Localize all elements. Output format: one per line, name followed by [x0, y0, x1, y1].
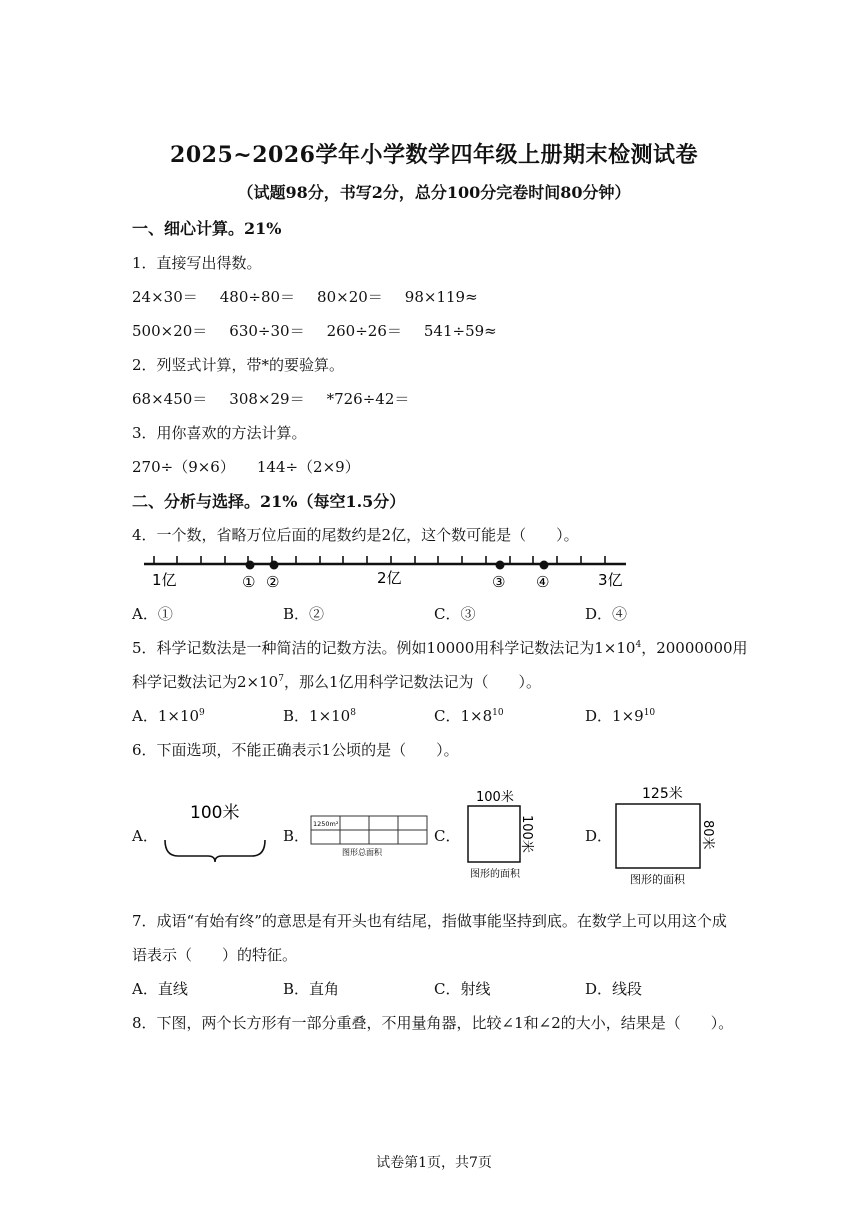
q7-option-a[interactable]: A．直线 [132, 980, 188, 998]
section-2-heading: 二、分析与选择。21%（每空1.5分） [132, 492, 406, 511]
figure-d-caption: 图形的面积 [630, 873, 685, 886]
brace-shape [165, 840, 265, 862]
label-2yi: 2亿 [377, 569, 402, 587]
q5-option-d[interactable]: D．$1\times 9^{10}$ [585, 707, 656, 725]
q4-option-c[interactable]: C．③ [434, 605, 476, 623]
figure-a-label: 100米 [190, 803, 240, 823]
question-5-line-1 [132, 637, 748, 658]
q6-figure-d [612, 782, 724, 888]
mark-3: ③ [492, 573, 506, 591]
calc-item: 80×20＝ [317, 288, 383, 306]
calc-item: 541÷59≈ [423, 322, 497, 340]
q7-option-b[interactable]: B．直角 [283, 980, 340, 998]
q4-option-d[interactable]: D．④ [585, 605, 628, 623]
q5-text: ，那么1亿用科学记数法记为（ ）。 [283, 673, 541, 691]
mark-1: ① [242, 573, 256, 591]
calc-item: 630÷30＝ [229, 322, 305, 340]
q5-text: 科学记数法记为2×10 [132, 673, 279, 691]
section-1-heading: 一、细心计算。21% [132, 219, 282, 238]
q5-text: 5．科学记数法是一种简洁的记数方法。例如10000用科学记数法记为1×10 [132, 639, 636, 657]
question-8: 8．下图，两个长方形有一部分重叠，不用量角器，比较∠1和∠2的大小，结果是（ ）。 [132, 1014, 734, 1032]
q7-option-d[interactable]: D．线段 [585, 980, 643, 998]
q5-option-a[interactable]: A．$1\times 10^9$ [132, 707, 205, 725]
question-7-line-2: 语表示（ ）的特征。 [132, 946, 298, 964]
calc-item: 480÷80＝ [219, 288, 296, 306]
question-1: 1．直接写出得数。 [132, 254, 262, 272]
figure-c-top-label: 100米 [476, 790, 514, 805]
figure-d-side-label: 80米 [700, 820, 715, 850]
q5-option-b[interactable]: B．$1\times 10^8$ [283, 707, 356, 725]
q6-figure-c [462, 786, 544, 882]
question-7-line-1: 7．成语“有始有终”的意思是有开头也有结尾，指做事能坚持到底。在数学上可以用这个成 [132, 912, 727, 930]
q6-figure-b [310, 812, 430, 858]
question-4: 4．一个数，省略万位后面的尾数约是2亿，这个数可能是（ ）。 [132, 526, 579, 544]
question-6: 6．下面选项，不能正确表示1公顷的是（ ）。 [132, 741, 459, 759]
point-3-dot [496, 561, 505, 570]
calc-item: 500×20＝ [132, 322, 208, 340]
mark-2: ② [266, 573, 280, 591]
q5-exp: 4 [635, 640, 642, 650]
label-1yi: 1亿 [152, 571, 177, 589]
figure-c-caption: 图形的面积 [470, 869, 520, 880]
point-4-dot [540, 561, 549, 570]
calc-row-4 [132, 456, 382, 477]
q6-option-a[interactable]: A． [132, 827, 158, 845]
calc-row-3 [132, 388, 431, 409]
page-footer: 试卷第1页，共7页 [376, 1155, 492, 1171]
q6-figure-a [160, 798, 270, 864]
q5-text: ，20000000用 [641, 639, 748, 657]
calc-item: 98×119≈ [404, 288, 478, 306]
q4-option-b[interactable]: B．② [283, 605, 325, 623]
figure-b-caption: 图形总面积 [342, 848, 382, 857]
q4-option-a[interactable]: A．① [132, 605, 173, 623]
mark-4: ④ [536, 573, 550, 591]
calc-row-1 [132, 286, 500, 307]
exam-title: 2025~2026学年小学数学四年级上册期末检测试卷 [170, 142, 698, 168]
figure-d-top-label: 125米 [642, 786, 683, 802]
q5-option-c[interactable]: C．$1\times 8^{10}$ [434, 707, 504, 725]
calc-item: 24×30＝ [132, 288, 198, 306]
q6-option-d[interactable]: D． [585, 827, 613, 845]
question-2: 2．列竖式计算，带*的要验算。 [132, 356, 345, 374]
calc-row-2 [132, 320, 519, 341]
calc-item: 144÷（2×9） [256, 458, 360, 476]
figure-c-side-label: 100米 [519, 815, 534, 853]
number-line-figure [140, 552, 630, 592]
point-2-dot [270, 561, 279, 570]
calc-item: 270÷（9×6） [132, 458, 235, 476]
calc-item: 260÷26＝ [326, 322, 402, 340]
label-3yi: 3亿 [598, 571, 623, 589]
q5-exp: 7 [278, 674, 284, 684]
exam-subtitle: （试题98分，书写2分，总分100分完卷时间80分钟） [237, 183, 631, 202]
calc-item: *726÷42＝ [326, 390, 410, 408]
question-3: 3．用你喜欢的方法计算。 [132, 424, 307, 442]
point-1-dot [246, 561, 255, 570]
q6-option-c[interactable]: C． [434, 827, 461, 845]
calc-item: 68×450＝ [132, 390, 208, 408]
q6-option-b[interactable]: B． [283, 827, 310, 845]
figure-b-cell-label: 1250m² [313, 820, 339, 828]
calc-item: 308×29＝ [229, 390, 305, 408]
q7-option-c[interactable]: C．射线 [434, 980, 491, 998]
question-5-line-2 [132, 671, 541, 692]
